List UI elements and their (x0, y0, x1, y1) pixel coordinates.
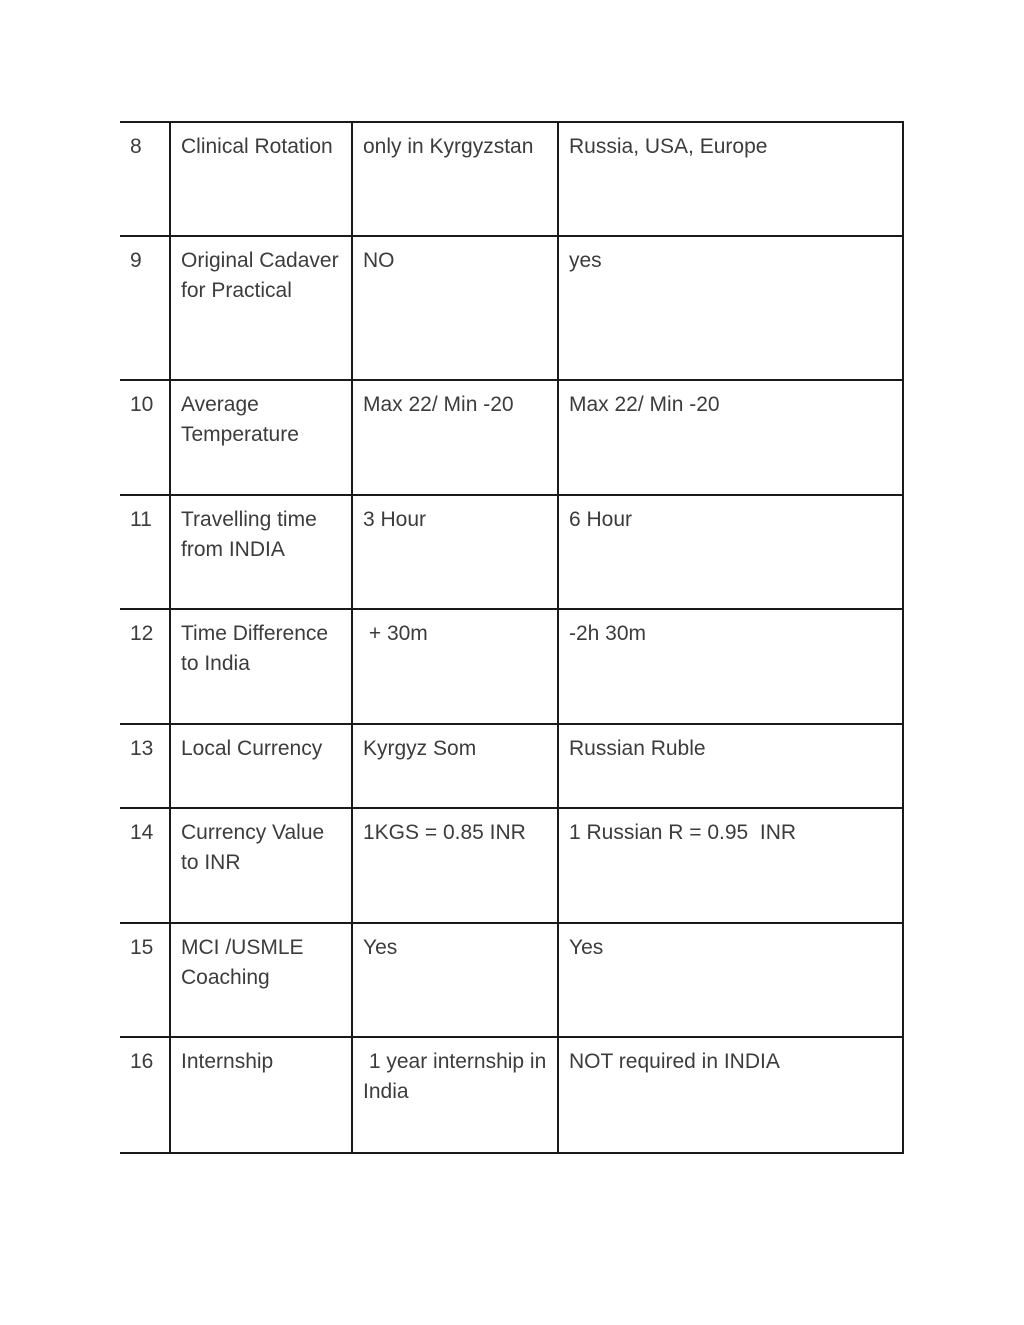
table-row (120, 923, 903, 1037)
kyrgyzstan-value-cell: Max 22/ Min -20 (352, 380, 558, 495)
row-number-cell: 15 (120, 923, 170, 1037)
russia-value-cell: 6 Hour (558, 495, 903, 609)
parameter-cell: MCI /USMLE Coaching (170, 923, 352, 1037)
kyrgyzstan-value-cell: NO (352, 236, 558, 380)
parameter-cell: Average Temperature (170, 380, 352, 495)
comparison-table-body (120, 122, 903, 1153)
row-number-cell: 10 (120, 380, 170, 495)
row-number-cell: 11 (120, 495, 170, 609)
table-row (120, 236, 903, 380)
parameter-cell: Original Cadaver for Practical (170, 236, 352, 380)
russia-value-cell: -2h 30m (558, 609, 903, 724)
comparison-table (120, 121, 904, 1154)
parameter-cell: Time Difference to India (170, 609, 352, 724)
kyrgyzstan-value-cell: 1KGS = 0.85 INR (352, 808, 558, 923)
table-row (120, 380, 903, 495)
kyrgyzstan-value-cell: 3 Hour (352, 495, 558, 609)
table-row (120, 724, 903, 808)
row-number-cell: 13 (120, 724, 170, 808)
russia-value-cell: Russian Ruble (558, 724, 903, 808)
russia-value-cell: 1 Russian R = 0.95 INR (558, 808, 903, 923)
russia-value-cell: Russia, USA, Europe (558, 122, 903, 236)
row-number-cell: 8 (120, 122, 170, 236)
russia-value-cell: NOT required in INDIA (558, 1037, 903, 1153)
parameter-cell: Clinical Rotation (170, 122, 352, 236)
parameter-cell: Internship (170, 1037, 352, 1153)
table-row (120, 808, 903, 923)
russia-value-cell: Max 22/ Min -20 (558, 380, 903, 495)
russia-value-cell: Yes (558, 923, 903, 1037)
parameter-cell: Travelling time from INDIA (170, 495, 352, 609)
russia-value-cell: yes (558, 236, 903, 380)
kyrgyzstan-value-cell: 1 year internship in India (352, 1037, 558, 1153)
table-row (120, 495, 903, 609)
kyrgyzstan-value-cell: + 30m (352, 609, 558, 724)
parameter-cell: Local Currency (170, 724, 352, 808)
kyrgyzstan-value-cell: Yes (352, 923, 558, 1037)
parameter-cell: Currency Value to INR (170, 808, 352, 923)
table-row (120, 122, 903, 236)
table-row (120, 609, 903, 724)
table-row (120, 1037, 903, 1153)
kyrgyzstan-value-cell: Kyrgyz Som (352, 724, 558, 808)
kyrgyzstan-value-cell: only in Kyrgyzstan (352, 122, 558, 236)
row-number-cell: 14 (120, 808, 170, 923)
row-number-cell: 16 (120, 1037, 170, 1153)
row-number-cell: 9 (120, 236, 170, 380)
row-number-cell: 12 (120, 609, 170, 724)
